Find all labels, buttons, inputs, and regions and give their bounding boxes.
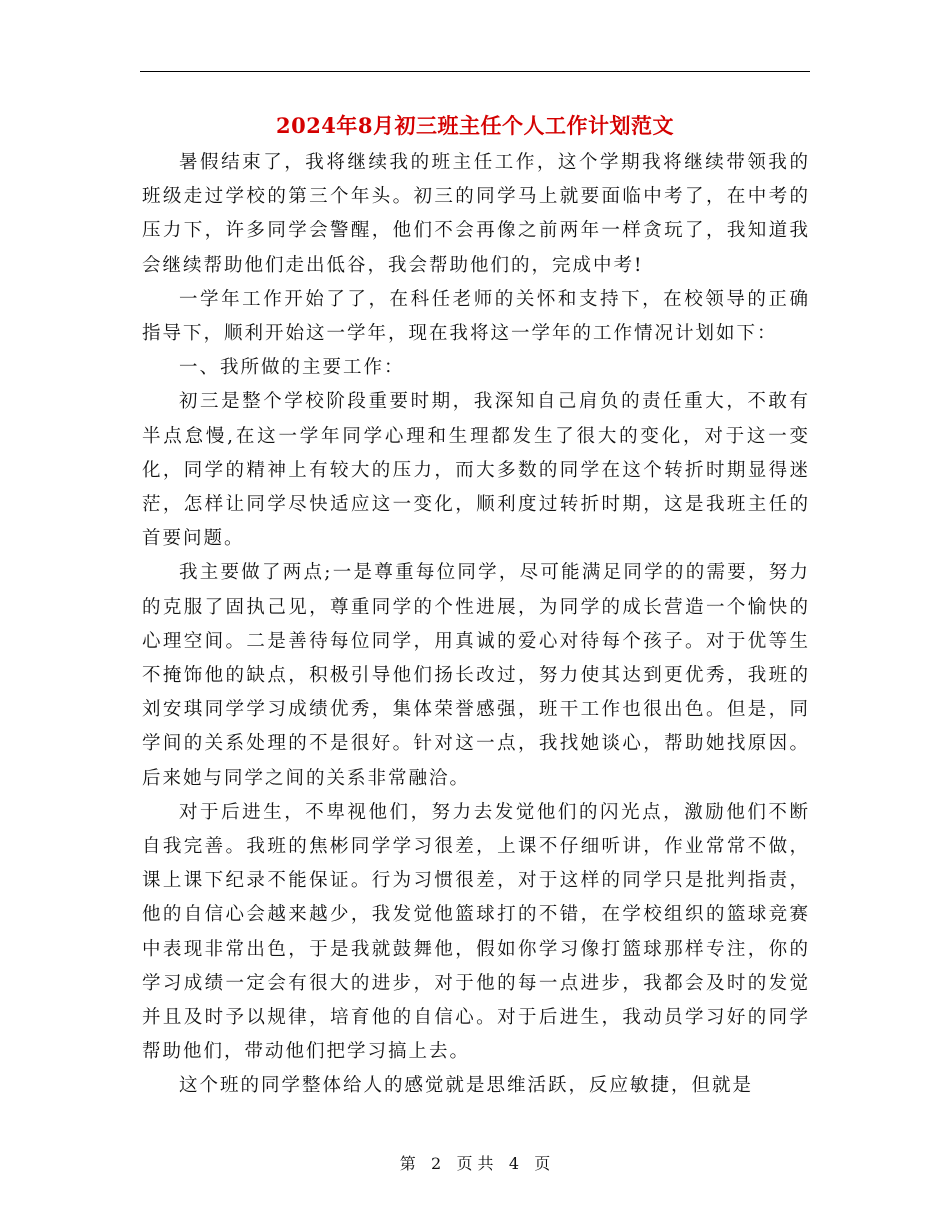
section-heading: 一、我所做的主要工作： (179, 357, 405, 379)
footer-page-number: 2 (430, 1154, 442, 1173)
paragraph: 初三是整个学校阶段重要时期，我深知自己肩负的责任重大，不敢有半点怠慢,在这一学年同学心理和生理都发生了很大的变化，对于这一变化，同学的精神上有较大的压力，而大多数的同学在这个转折时期显得迷茫，怎样让同学尽快适应这一变化，顺利度过转折时期，这是我班主任的首要问题。 (142, 391, 810, 550)
header-rule (140, 71, 810, 72)
paragraph: 对于后进生，不卑视他们，努力去发觉他们的闪光点，激励他们不断自我完善。我班的焦彬同学学习很差，上课不仔细听讲，作业常常不做，课上课下纪录不能保证。行为习惯很差，对于这样的同学只是批判指责，他的自信心会越来越少，我发觉他篮球打的不错，在学校组织的篮球竞赛中表现非常出色，于是我就鼓舞他，假如你学习像打篮球那样专注，你的学习成绩一定会有很大的进步，对于他的每一点进步，我都会及时的发觉并且及时予以规律，培育他的自信心。对于后进生，我动员学习好的同学帮助他们，带动他们把学习搞上去。 (142, 801, 810, 1063)
footer-suffix: 页 (534, 1154, 551, 1173)
paragraph: 我主要做了两点;一是尊重每位同学，尽可能满足同学的的需要，努力的克服了固执己见，尊重同学的个性进展，为同学的成长营造一个愉快的心理空间。二是善待每位同学，用真诚的爱心对待每个孩子。对于优等生不掩饰他的缺点，积极引导他们扬长改过，努力使其达到更优秀，我班的刘安琪同学学习成绩优秀，集体荣誉感强，班干工作也很出色。但是，同学间的关系处理的不是很好。针对这一点，我找她谈心，帮助她找原因。后来她与同学之间的关系非常融洽。 (142, 562, 810, 789)
paragraph: 暑假结束了，我将继续我的班主任工作，这个学期我将继续带领我的班级走过学校的第三个年头。初三的同学马上就要面临中考了，在中考的压力下，许多同学会警醒，他们不会再像之前两年一样贪玩了，我知道我会继续帮助他们走出低谷，我会帮助他们的，完成中考! (142, 152, 810, 276)
paragraph: 一学年工作开始了了，在科任老师的关怀和支持下，在校领导的正确指导下，顺利开始这一学年，现在我将这一学年的工作情况计划如下： (142, 288, 810, 345)
page-footer (0, 1152, 950, 1176)
document-body (142, 146, 810, 1104)
paragraph: 这个班的同学整体给人的感觉就是思维活跃，反应敏捷，但就是 (179, 1075, 754, 1097)
footer-total-pages: 4 (508, 1154, 520, 1173)
footer-prefix: 第 (399, 1154, 416, 1173)
footer-middle: 页 共 (456, 1154, 494, 1173)
document-title: 2024年8月初三班主任个人工作计划范文 (275, 113, 675, 138)
